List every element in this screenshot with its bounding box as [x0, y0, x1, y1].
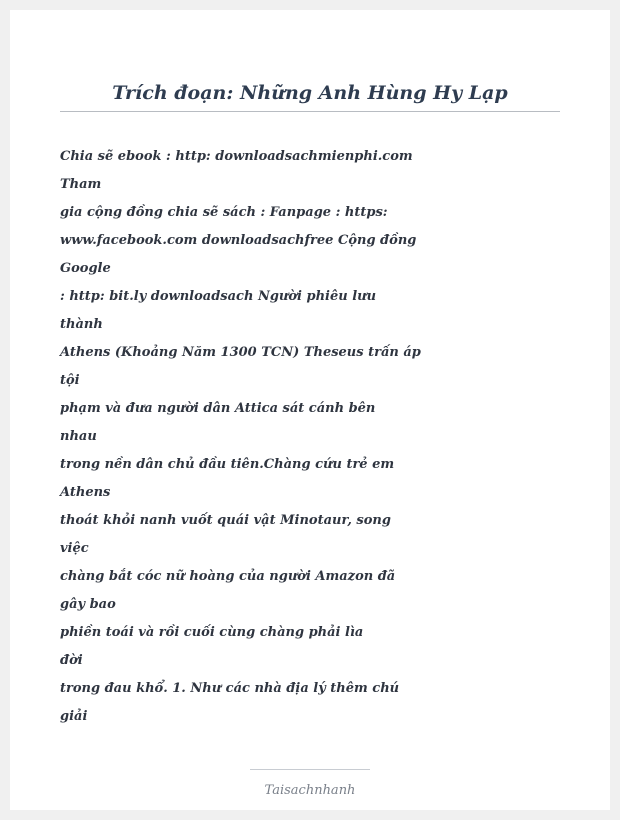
body-line: phạm và đưa người dân Attica sát cánh bên: [60, 401, 376, 416]
body-line: nhau: [60, 429, 97, 444]
body-line: giải: [60, 709, 88, 724]
body-line: www.facebook.com downloadsachfree Cộng đồng: [60, 233, 417, 248]
body-line: phiền toái và rồi cuối cùng chàng phải lìa: [60, 625, 364, 640]
body-line: thoát khỏi nanh vuốt quái vật Minotaur, song: [60, 513, 391, 528]
body-line: Chia sẽ ebook : http: downloadsachmienphi.com: [60, 149, 413, 164]
body-line: đời: [60, 653, 83, 668]
body-line: tội: [60, 373, 80, 388]
body-line: trong đau khổ. 1. Như các nhà địa lý thêm chú: [60, 681, 400, 696]
document-page: [10, 10, 610, 810]
body-line: Google: [60, 261, 111, 276]
body-line: thành: [60, 317, 103, 332]
body-line: gia cộng đồng chia sẽ sách : Fanpage : https:: [60, 205, 388, 220]
body-line: trong nền dân chủ đầu tiên.Chàng cứu trẻ em: [60, 457, 395, 472]
footer-brand: Taisachnhanh: [264, 783, 356, 798]
body-line: chàng bắt cóc nữ hoàng của người Amazon đã: [60, 569, 396, 584]
body-line: Athens: [60, 485, 111, 500]
footer-divider: [250, 769, 370, 770]
body-line: Tham: [60, 177, 102, 192]
title-divider: [60, 111, 560, 112]
document-body: [60, 143, 560, 731]
document-title: Trích đoạn: Những Anh Hùng Hy Lạp: [112, 82, 508, 104]
body-line: Athens (Khoảng Năm 1300 TCN) Theseus trấn áp: [60, 345, 421, 360]
body-line: : http: bit.ly downloadsach Người phiêu lưu: [60, 289, 377, 304]
body-line: việc: [60, 541, 89, 556]
body-line: gây bao: [60, 597, 116, 612]
